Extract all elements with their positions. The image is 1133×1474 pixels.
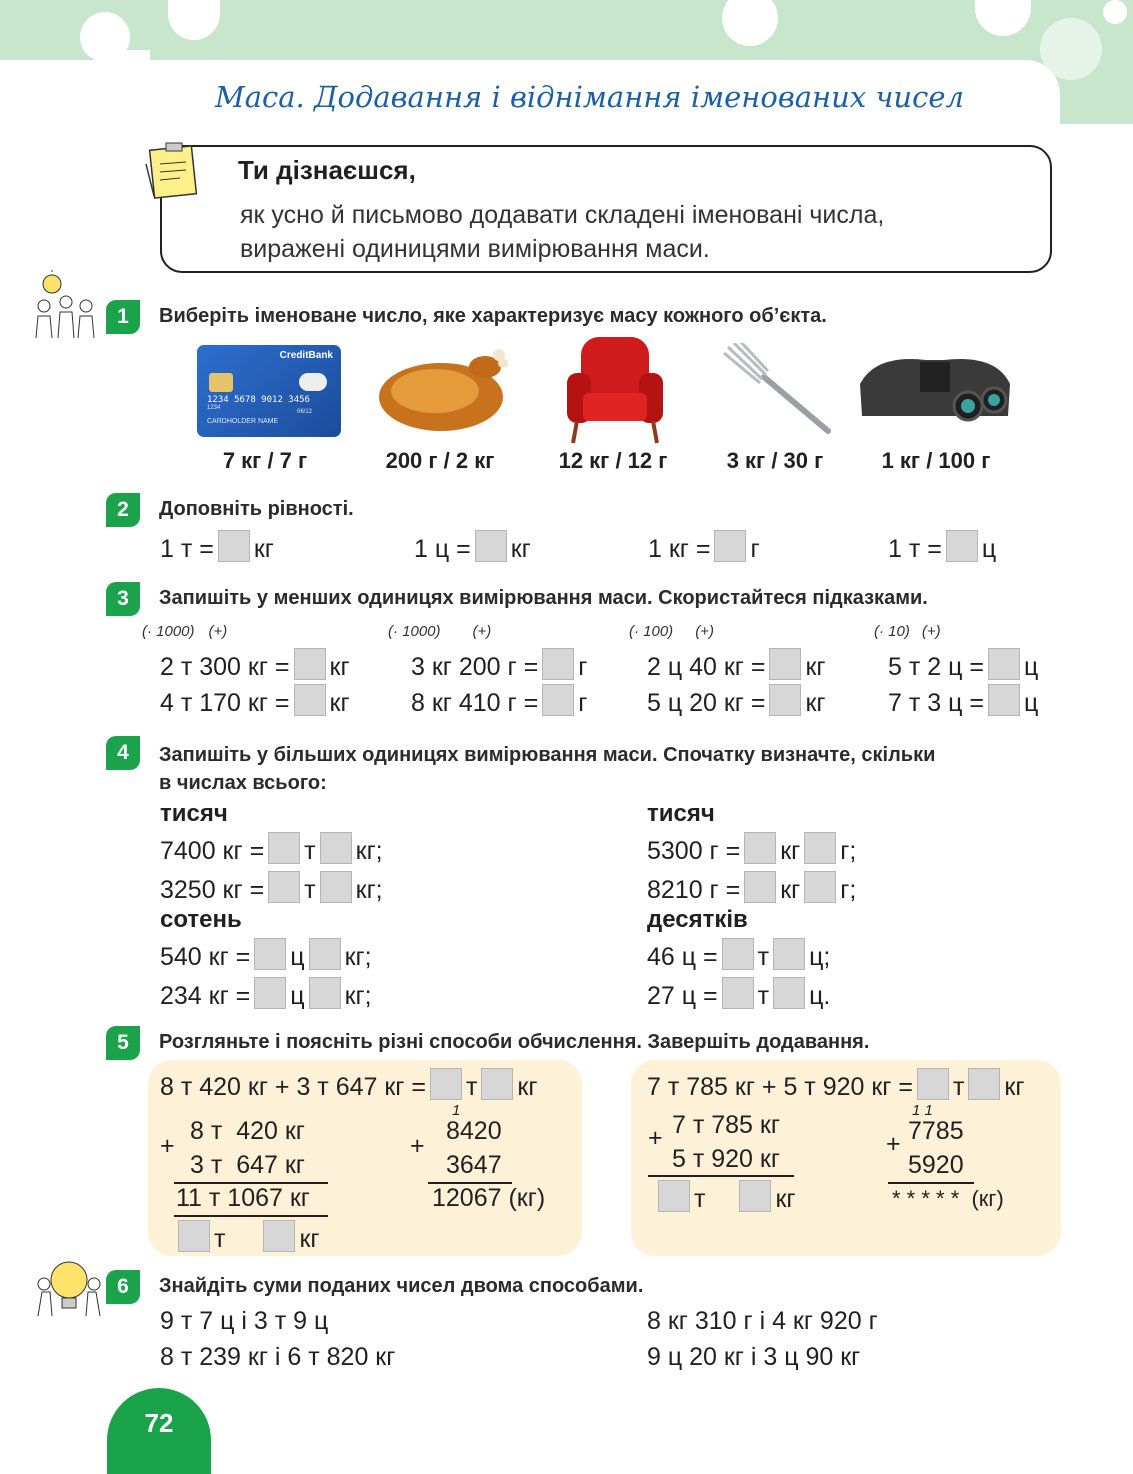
- task-text-line: Запишіть у більших одиницях вимірювання маси. Спочатку визначте, скільки: [159, 744, 936, 766]
- decor-bubble: [168, 0, 220, 40]
- eq-unit: кг: [780, 876, 801, 904]
- mass-option[interactable]: 7 кг / 7 г: [222, 448, 308, 473]
- answer-box[interactable]: [309, 938, 341, 970]
- armchair-image: [565, 335, 665, 445]
- answer-box[interactable]: [218, 530, 250, 562]
- equation: [414, 530, 531, 564]
- equation: [647, 832, 856, 866]
- eq-left: 234 кг =: [160, 982, 251, 1010]
- learn-line: виражені одиницями вимірювання маси.: [240, 235, 710, 263]
- eq-left: 1 ц =: [414, 535, 471, 563]
- eq-unit: кг: [299, 1225, 320, 1253]
- learn-line: як усно й письмово додавати складені іменовані числа,: [240, 201, 885, 229]
- hint-add: (+): [472, 623, 492, 640]
- hint: [874, 623, 941, 640]
- group-tens: [647, 906, 830, 1011]
- answer-box[interactable]: [481, 1068, 513, 1100]
- equation: [648, 530, 760, 564]
- answer-box[interactable]: [917, 1068, 949, 1100]
- eq-unit: кг: [517, 1073, 538, 1101]
- eq-unit: кг: [775, 1185, 796, 1213]
- task-number: 3: [106, 582, 140, 616]
- answer-box[interactable]: [744, 832, 776, 864]
- eq-left: 3250 кг =: [160, 876, 265, 904]
- eq-left: 540 кг =: [160, 943, 251, 971]
- equation: [160, 648, 350, 682]
- eq-left: 1 т =: [888, 535, 942, 563]
- eq-unit: т: [304, 876, 316, 904]
- group-title: десятків: [647, 906, 748, 933]
- equation: [160, 977, 372, 1011]
- eq-unit: ц: [1023, 689, 1039, 717]
- group-title: тисяч: [160, 800, 228, 827]
- group-title: тисяч: [647, 800, 715, 827]
- mass-option[interactable]: 1 кг / 100 г: [881, 448, 991, 473]
- answer-box[interactable]: [430, 1068, 462, 1100]
- answer-box[interactable]: [988, 648, 1020, 680]
- eq-unit: кг: [329, 653, 350, 681]
- eq-left: 8 т 420 кг + 3 т 647 кг =: [160, 1073, 426, 1101]
- eq-unit: ц: [1023, 653, 1039, 681]
- group-hundreds: [160, 906, 372, 1011]
- eq-left: 2 т 300 кг =: [160, 653, 290, 681]
- eq-unit: т: [304, 837, 316, 865]
- plus-sign: +: [886, 1130, 901, 1158]
- answer-box[interactable]: [739, 1180, 771, 1212]
- answer-box[interactable]: [268, 871, 300, 903]
- fork-image: [722, 343, 832, 435]
- eq-left: 5 т 2 ц =: [888, 653, 984, 681]
- eq-left: 5 ц 20 кг =: [647, 689, 766, 717]
- eq-unit: т: [757, 982, 770, 1010]
- eq-left: 7 т 785 кг + 5 т 920 кг =: [647, 1073, 913, 1101]
- answer-box[interactable]: [968, 1068, 1000, 1100]
- addend: 8 т 420 кг: [190, 1117, 305, 1145]
- answer-box[interactable]: [946, 530, 978, 562]
- eq-left: 3 кг 200 г =: [411, 653, 539, 681]
- answer-box[interactable]: [475, 530, 507, 562]
- eq-unit: кг: [1004, 1073, 1025, 1101]
- group-idea-icon: [30, 270, 102, 342]
- answer-box[interactable]: [769, 648, 801, 680]
- eq-left: 8 кг 410 г =: [411, 689, 539, 717]
- task-number: 1: [106, 300, 140, 334]
- hint-add: (+): [208, 623, 228, 640]
- eq-left: 5300 г =: [647, 837, 741, 865]
- eq-unit: т: [952, 1073, 965, 1101]
- eq-unit: ц;: [809, 943, 831, 971]
- task-text: Розгляньте і поясніть різні способи обчислення. Завершіть додавання.: [159, 1031, 870, 1053]
- eq-unit: г: [578, 689, 588, 717]
- carry-digit: 1 1: [912, 1102, 933, 1119]
- column-sum: 12067 (кг): [432, 1184, 546, 1212]
- sum-item: 8 т 239 кг і 6 т 820 кг: [160, 1343, 396, 1371]
- decor-bubble: [975, 0, 1031, 36]
- answer-box[interactable]: [320, 832, 352, 864]
- eq-unit: ц: [981, 535, 997, 563]
- answer-box[interactable]: [268, 832, 300, 864]
- eq-unit: ц: [290, 943, 305, 971]
- equation: [647, 648, 826, 682]
- task-text: Запишіть у менших одиницях вимірювання маси. Скористайтеся підказками.: [159, 587, 928, 609]
- eq-unit: кг;: [355, 837, 383, 865]
- task-number: 5: [106, 1026, 140, 1060]
- eq-unit: г: [750, 535, 760, 563]
- eq-unit: т: [694, 1185, 706, 1213]
- task-text: Виберіть іменоване число, яке характеризує масу кожного об’єкта.: [159, 305, 827, 327]
- equation: [160, 530, 274, 564]
- answer-box[interactable]: [542, 684, 574, 716]
- eq-unit: г;: [840, 876, 857, 904]
- eq-unit: т: [757, 943, 770, 971]
- addend: 7785: [908, 1117, 964, 1145]
- eq-unit: кг;: [344, 943, 372, 971]
- equation: [160, 938, 372, 972]
- answer-box[interactable]: [263, 1220, 295, 1252]
- note-icon: [140, 140, 200, 202]
- hint-add: (+): [695, 623, 714, 640]
- task-number: 4: [106, 736, 140, 770]
- card-bank: CreditBank: [279, 350, 333, 361]
- answer-box[interactable]: [294, 684, 326, 716]
- eq-unit: кг: [253, 535, 274, 563]
- addend: 3647: [446, 1151, 502, 1179]
- eq-left: 7400 кг =: [160, 837, 265, 865]
- addend: 7 т 785 кг: [672, 1111, 780, 1139]
- equation: [647, 871, 856, 905]
- equation: [160, 832, 383, 866]
- binoculars-image: [856, 350, 1014, 430]
- sum-line: [174, 1215, 328, 1217]
- equation: [160, 1068, 537, 1102]
- addend: 3 т 647 кг: [190, 1151, 305, 1179]
- task-number: 6: [106, 1270, 140, 1304]
- eq-left: 4 т 170 кг =: [160, 689, 290, 717]
- eq-unit: кг: [329, 689, 350, 717]
- eq-unit: г;: [840, 837, 857, 865]
- eq-unit: ц: [290, 982, 305, 1010]
- eq-unit: кг: [510, 535, 531, 563]
- hint: [629, 623, 714, 640]
- decor-bubble: [722, 0, 778, 46]
- answer-box[interactable]: [294, 648, 326, 680]
- result: [174, 1220, 320, 1254]
- page-title: Маса. Додавання і віднімання іменованих чисел: [215, 80, 964, 114]
- equation: [411, 684, 587, 718]
- task-text-line: в числах всього:: [159, 772, 327, 794]
- sum-item: 9 т 7 ц і 3 т 9 ц: [160, 1307, 329, 1335]
- hint-multiply: (· 10): [874, 623, 910, 640]
- mass-option[interactable]: 3 кг / 30 г: [726, 448, 824, 473]
- plus-sign: +: [410, 1132, 425, 1160]
- page-number: 72: [144, 1408, 174, 1438]
- carry-digit: 1: [452, 1102, 461, 1119]
- answer-box[interactable]: [773, 938, 805, 970]
- answer-box[interactable]: [744, 871, 776, 903]
- answer-box[interactable]: [804, 871, 836, 903]
- mass-option[interactable]: 200 г / 2 кг: [385, 448, 495, 473]
- eq-unit: кг: [780, 837, 801, 865]
- equation: [160, 684, 350, 718]
- addend: 8420: [446, 1117, 502, 1145]
- equation: [647, 938, 830, 972]
- result: [654, 1180, 796, 1214]
- group-thousands-g: [647, 800, 856, 905]
- equation: [888, 648, 1038, 682]
- group-thousands-kg: [160, 800, 383, 905]
- lightbulb-icon: [36, 1258, 102, 1318]
- eq-left: 1 кг =: [648, 535, 711, 563]
- answer-box[interactable]: [320, 871, 352, 903]
- credit-card-image: [197, 345, 341, 437]
- plus-sign: +: [160, 1132, 175, 1160]
- task-text: [159, 741, 935, 797]
- sum-item: 8 кг 310 г і 4 кг 920 г: [647, 1307, 878, 1335]
- card-number: 1234 5678 9012 3456: [207, 395, 310, 405]
- answer-box[interactable]: [722, 938, 754, 970]
- eq-unit: кг;: [355, 876, 383, 904]
- task-text: Знайдіть суми поданих чисел двома способами.: [159, 1275, 644, 1297]
- learn-heading: Ти дізнаєшся,: [238, 155, 416, 185]
- card-small: 1234: [207, 405, 221, 411]
- task-number: 2: [106, 493, 140, 527]
- card-holder: CARDHOLDER NAME: [207, 418, 279, 425]
- eq-left: 46 ц =: [647, 943, 718, 971]
- eq-unit: кг: [805, 653, 826, 681]
- eq-unit: т: [214, 1225, 226, 1253]
- hint-multiply: (· 1000): [388, 623, 441, 640]
- card-chip: [209, 373, 233, 392]
- eq-unit: т: [465, 1073, 478, 1101]
- plus-sign: +: [648, 1124, 663, 1152]
- sum-item: 9 ц 20 кг і 3 ц 90 кг: [647, 1343, 861, 1371]
- eq-left: 8210 г =: [647, 876, 741, 904]
- sum-line: [648, 1175, 794, 1177]
- column-sum: 11 т 1067 кг: [176, 1184, 310, 1212]
- answer-box[interactable]: [178, 1220, 210, 1252]
- sum-line: [888, 1182, 974, 1184]
- eq-unit: г: [578, 653, 588, 681]
- equation: [888, 684, 1038, 718]
- addend: 5920: [908, 1151, 964, 1179]
- learn-text: [240, 198, 884, 266]
- card-date: 06/12: [297, 409, 313, 415]
- group-title: сотень: [160, 906, 242, 933]
- eq-unit: кг;: [344, 982, 372, 1010]
- mass-option[interactable]: 12 кг / 12 г: [558, 448, 668, 473]
- equation: [411, 648, 587, 682]
- eq-left: 2 ц 40 кг =: [647, 653, 766, 681]
- equation: [888, 530, 996, 564]
- addend: 5 т 920 кг: [672, 1145, 780, 1173]
- answer-box[interactable]: [309, 977, 341, 1009]
- column-sum: * * * * * (кг): [892, 1186, 1004, 1211]
- answer-box[interactable]: [714, 530, 746, 562]
- answer-box[interactable]: [722, 977, 754, 1009]
- card-logo: [299, 373, 327, 391]
- hint-multiply: (· 100): [629, 623, 674, 640]
- equation: [160, 871, 383, 905]
- answer-box[interactable]: [658, 1180, 690, 1212]
- answer-box[interactable]: [769, 684, 801, 716]
- hint-multiply: (· 1000): [142, 623, 195, 640]
- answer-box[interactable]: [804, 832, 836, 864]
- decor-bubble: [1103, 0, 1127, 24]
- equation: [647, 1068, 1024, 1102]
- answer-box[interactable]: [988, 684, 1020, 716]
- task-text: Доповніть рівності.: [159, 498, 354, 520]
- answer-box[interactable]: [773, 977, 805, 1009]
- answer-box[interactable]: [254, 977, 286, 1009]
- eq-left: 7 т 3 ц =: [888, 689, 984, 717]
- eq-left: 1 т =: [160, 535, 214, 563]
- answer-box[interactable]: [254, 938, 286, 970]
- hint: [142, 623, 227, 640]
- roast-chicken-image: [375, 345, 515, 435]
- hint-add: (+): [921, 623, 941, 640]
- eq-unit: ц.: [809, 982, 831, 1010]
- hint: [388, 623, 491, 640]
- answer-box[interactable]: [542, 648, 574, 680]
- equation: [647, 977, 830, 1011]
- eq-unit: кг: [805, 689, 826, 717]
- equation: [647, 684, 826, 718]
- eq-left: 27 ц =: [647, 982, 718, 1010]
